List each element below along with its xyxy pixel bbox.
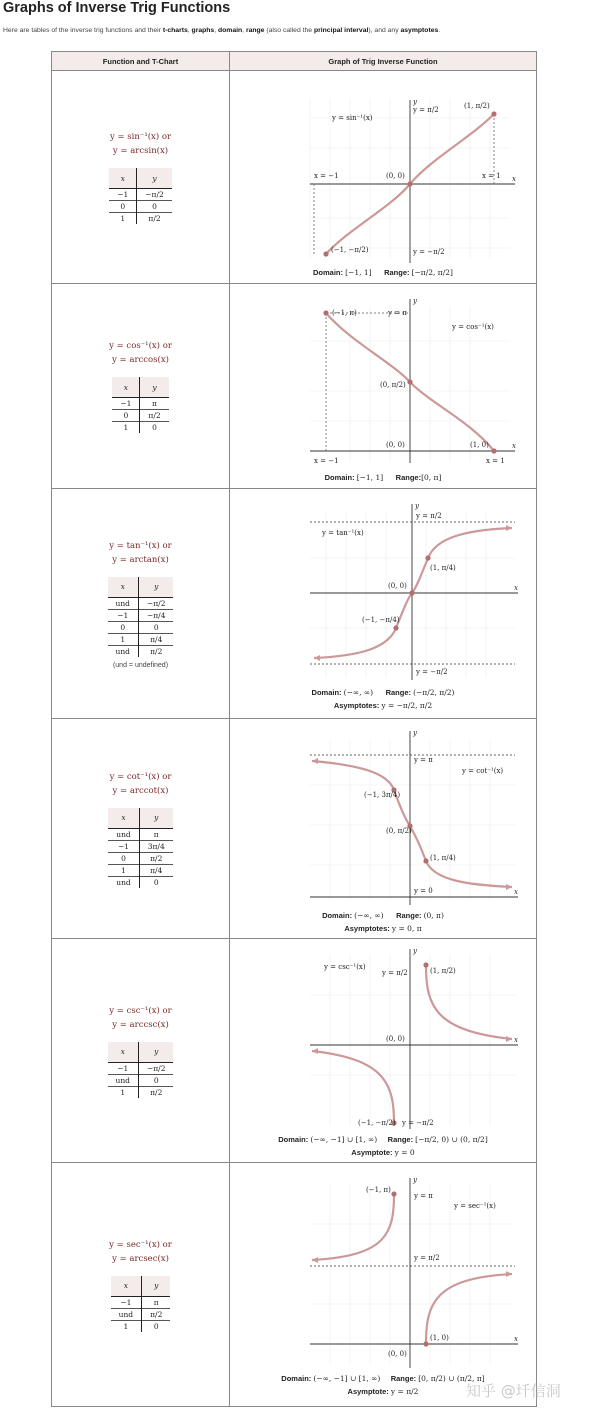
mark-label: y = π <box>414 755 433 764</box>
graph-arccos <box>230 291 536 473</box>
domain-range-caption <box>230 1135 536 1144</box>
row-arccsc <box>52 939 537 1163</box>
tchart-x: 1 <box>108 633 139 645</box>
tchart-x: und <box>111 1308 142 1320</box>
graph-label: y = sec⁻¹(x) <box>454 1201 496 1210</box>
tchart-y: 0 <box>138 621 173 633</box>
tchart-y: −π/2 <box>146 598 166 608</box>
svg-text:x: x <box>512 174 516 183</box>
mark-label: y = −π/2 <box>413 247 445 256</box>
domain-label: Domain: <box>322 910 353 920</box>
tchart-y: π/2 <box>139 852 173 864</box>
range-label: Range: <box>384 267 410 277</box>
t-chart: x y −1 −π/2 und 0 1 π/2 <box>108 1042 174 1098</box>
point-label: (1, π/4) <box>430 853 456 862</box>
point <box>407 181 412 186</box>
tchart-y: π/4 <box>139 864 173 876</box>
tchart-x: −1 <box>108 1062 139 1074</box>
point <box>425 555 430 560</box>
point <box>323 251 328 256</box>
point-label: (−1, −π/2) <box>331 245 369 254</box>
curve <box>312 1194 394 1260</box>
range-value: [−π/2, 0) ∪ (0, π/2] <box>415 1134 488 1144</box>
asymptote-value: y = −π/2, π/2 <box>381 700 433 710</box>
graph-cell <box>230 939 537 1163</box>
mark-label: y = π/2 <box>382 968 408 977</box>
tchart-x: und <box>108 645 139 657</box>
tchart-y: π/2 <box>137 213 172 225</box>
tchart-y: −π/2 <box>146 1063 166 1073</box>
tchart-x: −1 <box>108 609 139 621</box>
asymptote-value: y = π/2 <box>390 1386 419 1396</box>
point-label: (0, π/2) <box>386 826 412 835</box>
tchart-y: −π/2 <box>145 190 164 199</box>
domain-value: (−∞, −1] ∪ [1, ∞) <box>310 1134 378 1144</box>
tchart-x: und <box>108 597 139 609</box>
mark-label: x = −1 <box>314 171 339 180</box>
row-arctan <box>52 489 537 719</box>
tchart-x: und <box>108 828 139 840</box>
tchart-y: 0 <box>137 201 172 213</box>
range-value: (−π/2, π/2) <box>413 687 455 697</box>
point-label: (0, 0) <box>386 440 405 449</box>
mark-label: y = π/2 <box>416 511 442 520</box>
function-alt: y = arcsec(x) <box>112 1253 169 1264</box>
svg-text:x: x <box>512 441 516 450</box>
intro-text: Here are tables of the inverse trig functions and their t-charts, graphs, domain, range (also called the principal interval), and any asymptotes. <box>3 27 441 34</box>
graph-label: y = sin⁻¹(x) <box>332 113 373 122</box>
point-label: (0, π/2) <box>380 380 406 389</box>
row-arccot <box>52 719 537 939</box>
mark-label: y = 0 <box>414 886 433 895</box>
tchart-y: π/2 <box>138 1086 173 1098</box>
point-label: (−1, π) <box>366 1185 391 1194</box>
asymptote-value: y = 0 <box>394 1147 415 1157</box>
page-title: Graphs of Inverse Trig Functions <box>3 0 231 16</box>
svg-text:y: y <box>413 728 417 737</box>
undefined-note: (und = undefined) <box>112 661 169 669</box>
function-cell <box>52 284 230 489</box>
t-chart: x y −1 −π/2 0 0 1 π/2 <box>109 168 172 224</box>
point-label: (0, 0) <box>386 171 405 180</box>
graph-cell <box>230 719 537 939</box>
asymptote-label: Asymptote: <box>351 1147 393 1157</box>
function-alt: y = arctan(x) <box>112 554 169 565</box>
function-cell <box>52 71 230 284</box>
mark-label: y = π/2 <box>413 105 439 114</box>
domain-value: (−∞, ∞) <box>354 910 384 920</box>
tchart-x: 1 <box>108 864 139 876</box>
domain-range-caption <box>230 473 536 482</box>
asymptote-label: Asymptote: <box>347 1386 389 1396</box>
point-label: (0, 0) <box>388 581 407 590</box>
point-label: (−1, −π/4) <box>362 615 400 624</box>
point-label: (1, π/2) <box>430 966 456 975</box>
mark-label: y = −π/2 <box>416 667 448 676</box>
point-label: (−1, π) <box>332 308 357 317</box>
tchart-x: −1 <box>111 1296 142 1308</box>
t-chart: x y −1 π und π/2 1 0 <box>111 1276 171 1332</box>
tchart-x: −1 <box>109 189 137 201</box>
point-label: (1, π/4) <box>430 563 456 572</box>
curve <box>312 761 512 887</box>
graph-label: y = cot⁻¹(x) <box>462 766 504 775</box>
tchart-x: 0 <box>109 201 137 213</box>
tchart-x: und <box>108 876 139 888</box>
function-name: y = sin⁻¹(x) or <box>109 132 172 142</box>
graph-arctan <box>230 498 536 688</box>
svg-text:y: y <box>413 296 417 305</box>
svg-text:y: y <box>413 1175 417 1184</box>
inverse-trig-table <box>51 51 537 1407</box>
function-name: y = csc⁻¹(x) or <box>109 1005 172 1016</box>
function-cell <box>52 1163 230 1407</box>
graph-arcsec <box>230 1174 536 1374</box>
graph-cell <box>230 1163 537 1407</box>
svg-text:x: x <box>514 1035 518 1044</box>
point-label: (1, 0) <box>430 1333 449 1342</box>
range-label: Range: <box>395 472 422 482</box>
header-function: Function and T-Chart <box>52 52 230 71</box>
tchart-x: 1 <box>108 1086 139 1098</box>
tchart-y: 0 <box>138 1074 173 1086</box>
asymptote-label: Asymptotes: <box>333 700 380 710</box>
point-label: (1, 0) <box>470 440 489 449</box>
point <box>423 1341 428 1346</box>
domain-value: (−∞, −1] ∪ [1, ∞) <box>313 1373 381 1383</box>
domain-label: Domain: <box>313 267 344 277</box>
domain-value: [−1, 1] <box>356 472 384 482</box>
t-chart: x y und π −1 3π/4 0 π/2 1 π/4 und 0 <box>108 808 172 888</box>
domain-value: (−∞, ∞) <box>343 687 374 697</box>
point-label: (−1, −π/2) <box>358 1118 396 1127</box>
domain-range-caption <box>230 911 536 920</box>
row-arcsin <box>52 71 537 284</box>
graph-label: y = csc⁻¹(x) <box>324 962 366 971</box>
tchart-y: π <box>153 1297 159 1307</box>
curve <box>312 1051 394 1123</box>
domain-label: Domain: <box>311 687 342 697</box>
domain-label: Domain: <box>324 472 355 482</box>
mark-label: y = π <box>388 308 407 317</box>
domain-label: Domain: <box>281 1373 312 1383</box>
point <box>491 111 496 116</box>
function-alt: y = arccsc(x) <box>112 1019 169 1030</box>
mark-label: x = 1 <box>486 456 505 465</box>
svg-text:y: y <box>415 501 419 510</box>
t-chart: x y −1 π 0 π/2 1 0 <box>112 377 168 433</box>
svg-text:x: x <box>514 583 518 592</box>
tchart-x: 1 <box>109 213 137 225</box>
domain-range-caption <box>230 688 536 697</box>
tchart-y: π/4 <box>138 633 173 645</box>
function-alt: y = arccot(x) <box>112 785 169 796</box>
mark-label: x = −1 <box>314 456 339 465</box>
point <box>423 962 428 967</box>
function-cell <box>52 489 230 719</box>
graph-cell <box>230 284 537 489</box>
function-cell <box>52 719 230 939</box>
point <box>391 1191 396 1196</box>
tchart-x: und <box>108 1074 139 1086</box>
tchart-x: 1 <box>111 1320 142 1332</box>
tchart-x: −1 <box>108 840 139 852</box>
range-label: Range: <box>396 910 422 920</box>
mark-label: y = −π/2 <box>402 1118 434 1127</box>
tchart-y: 0 <box>140 422 169 434</box>
range-label: Range: <box>387 1134 414 1144</box>
tchart-y: −π/4 <box>138 609 173 621</box>
t-chart: x y und −π/2 −1 −π/4 0 0 1 π/4 und π/2 <box>108 577 174 657</box>
svg-text:y: y <box>413 946 417 955</box>
svg-text:y: y <box>413 97 417 106</box>
tchart-y: π/2 <box>140 410 169 422</box>
graph-cell <box>230 71 537 284</box>
graph-arccot <box>230 725 536 911</box>
tchart-x: 1 <box>112 422 140 434</box>
tchart-y: 0 <box>139 876 173 888</box>
graph-cell <box>230 489 537 719</box>
asymptote-value: y = 0, π <box>391 923 422 933</box>
tchart-y: 0 <box>142 1320 171 1332</box>
point <box>393 625 398 630</box>
mark-label: y = π <box>414 1191 433 1200</box>
range-label: Range: <box>390 1373 417 1383</box>
watermark: 知乎 @圲信洞 <box>466 1382 561 1400</box>
curve <box>426 965 512 1039</box>
domain-range-caption <box>230 268 536 277</box>
range-label: Range: <box>385 687 411 697</box>
tchart-y: 3π/4 <box>139 840 173 852</box>
function-alt: y = arccos(x) <box>112 355 169 365</box>
svg-text:x: x <box>514 887 518 896</box>
mark-label: x = 1 <box>482 171 501 180</box>
tchart-x: 0 <box>108 852 139 864</box>
asymptote-caption <box>230 701 536 710</box>
tchart-x: 0 <box>112 410 140 422</box>
point-label: (0, 0) <box>386 1034 405 1043</box>
point <box>491 448 496 453</box>
function-name: y = cos⁻¹(x) or <box>109 341 172 351</box>
point-label: (1, π/2) <box>464 101 490 110</box>
function-name: y = tan⁻¹(x) or <box>109 540 172 551</box>
point-label: (0, 0) <box>388 1349 407 1358</box>
point <box>423 858 428 863</box>
range-value: [−π/2, π/2] <box>411 267 453 277</box>
tchart-y: π <box>153 829 159 839</box>
row-arccos <box>52 284 537 489</box>
function-name: y = sec⁻¹(x) or <box>109 1239 172 1250</box>
asymptote-label: Asymptotes: <box>344 923 390 933</box>
function-cell <box>52 939 230 1163</box>
svg-text:x: x <box>514 1334 518 1343</box>
point-label: (−1, 3π/4) <box>364 790 401 799</box>
asymptote-caption <box>230 924 536 933</box>
tchart-x: 0 <box>108 621 139 633</box>
row-arcsec <box>52 1163 537 1407</box>
tchart-y: π <box>152 399 157 408</box>
graph-arccsc <box>230 945 536 1135</box>
tchart-y: π/2 <box>142 1308 171 1320</box>
tchart-x: −1 <box>112 398 140 410</box>
graph-label: y = tan⁻¹(x) <box>322 528 364 537</box>
graph-label: y = cos⁻¹(x) <box>452 322 494 331</box>
point <box>323 310 328 315</box>
point <box>407 379 412 384</box>
domain-label: Domain: <box>278 1134 309 1144</box>
range-value: [0, π] <box>421 472 442 482</box>
tchart-y: π/2 <box>138 645 173 657</box>
mark-label: y = π/2 <box>414 1253 440 1262</box>
graph-arcsin <box>230 78 536 268</box>
point <box>409 590 414 595</box>
function-alt: y = arcsin(x) <box>112 146 169 156</box>
function-name: y = cot⁻¹(x) or <box>109 771 172 782</box>
range-value: [0, π/2) ∪ (π/2, π] <box>418 1373 485 1383</box>
header-graph: Graph of Trig Inverse Function <box>230 52 537 71</box>
asymptote-caption <box>230 1148 536 1157</box>
range-value: (0, π) <box>423 910 444 920</box>
domain-value: [−1, 1] <box>345 267 372 277</box>
